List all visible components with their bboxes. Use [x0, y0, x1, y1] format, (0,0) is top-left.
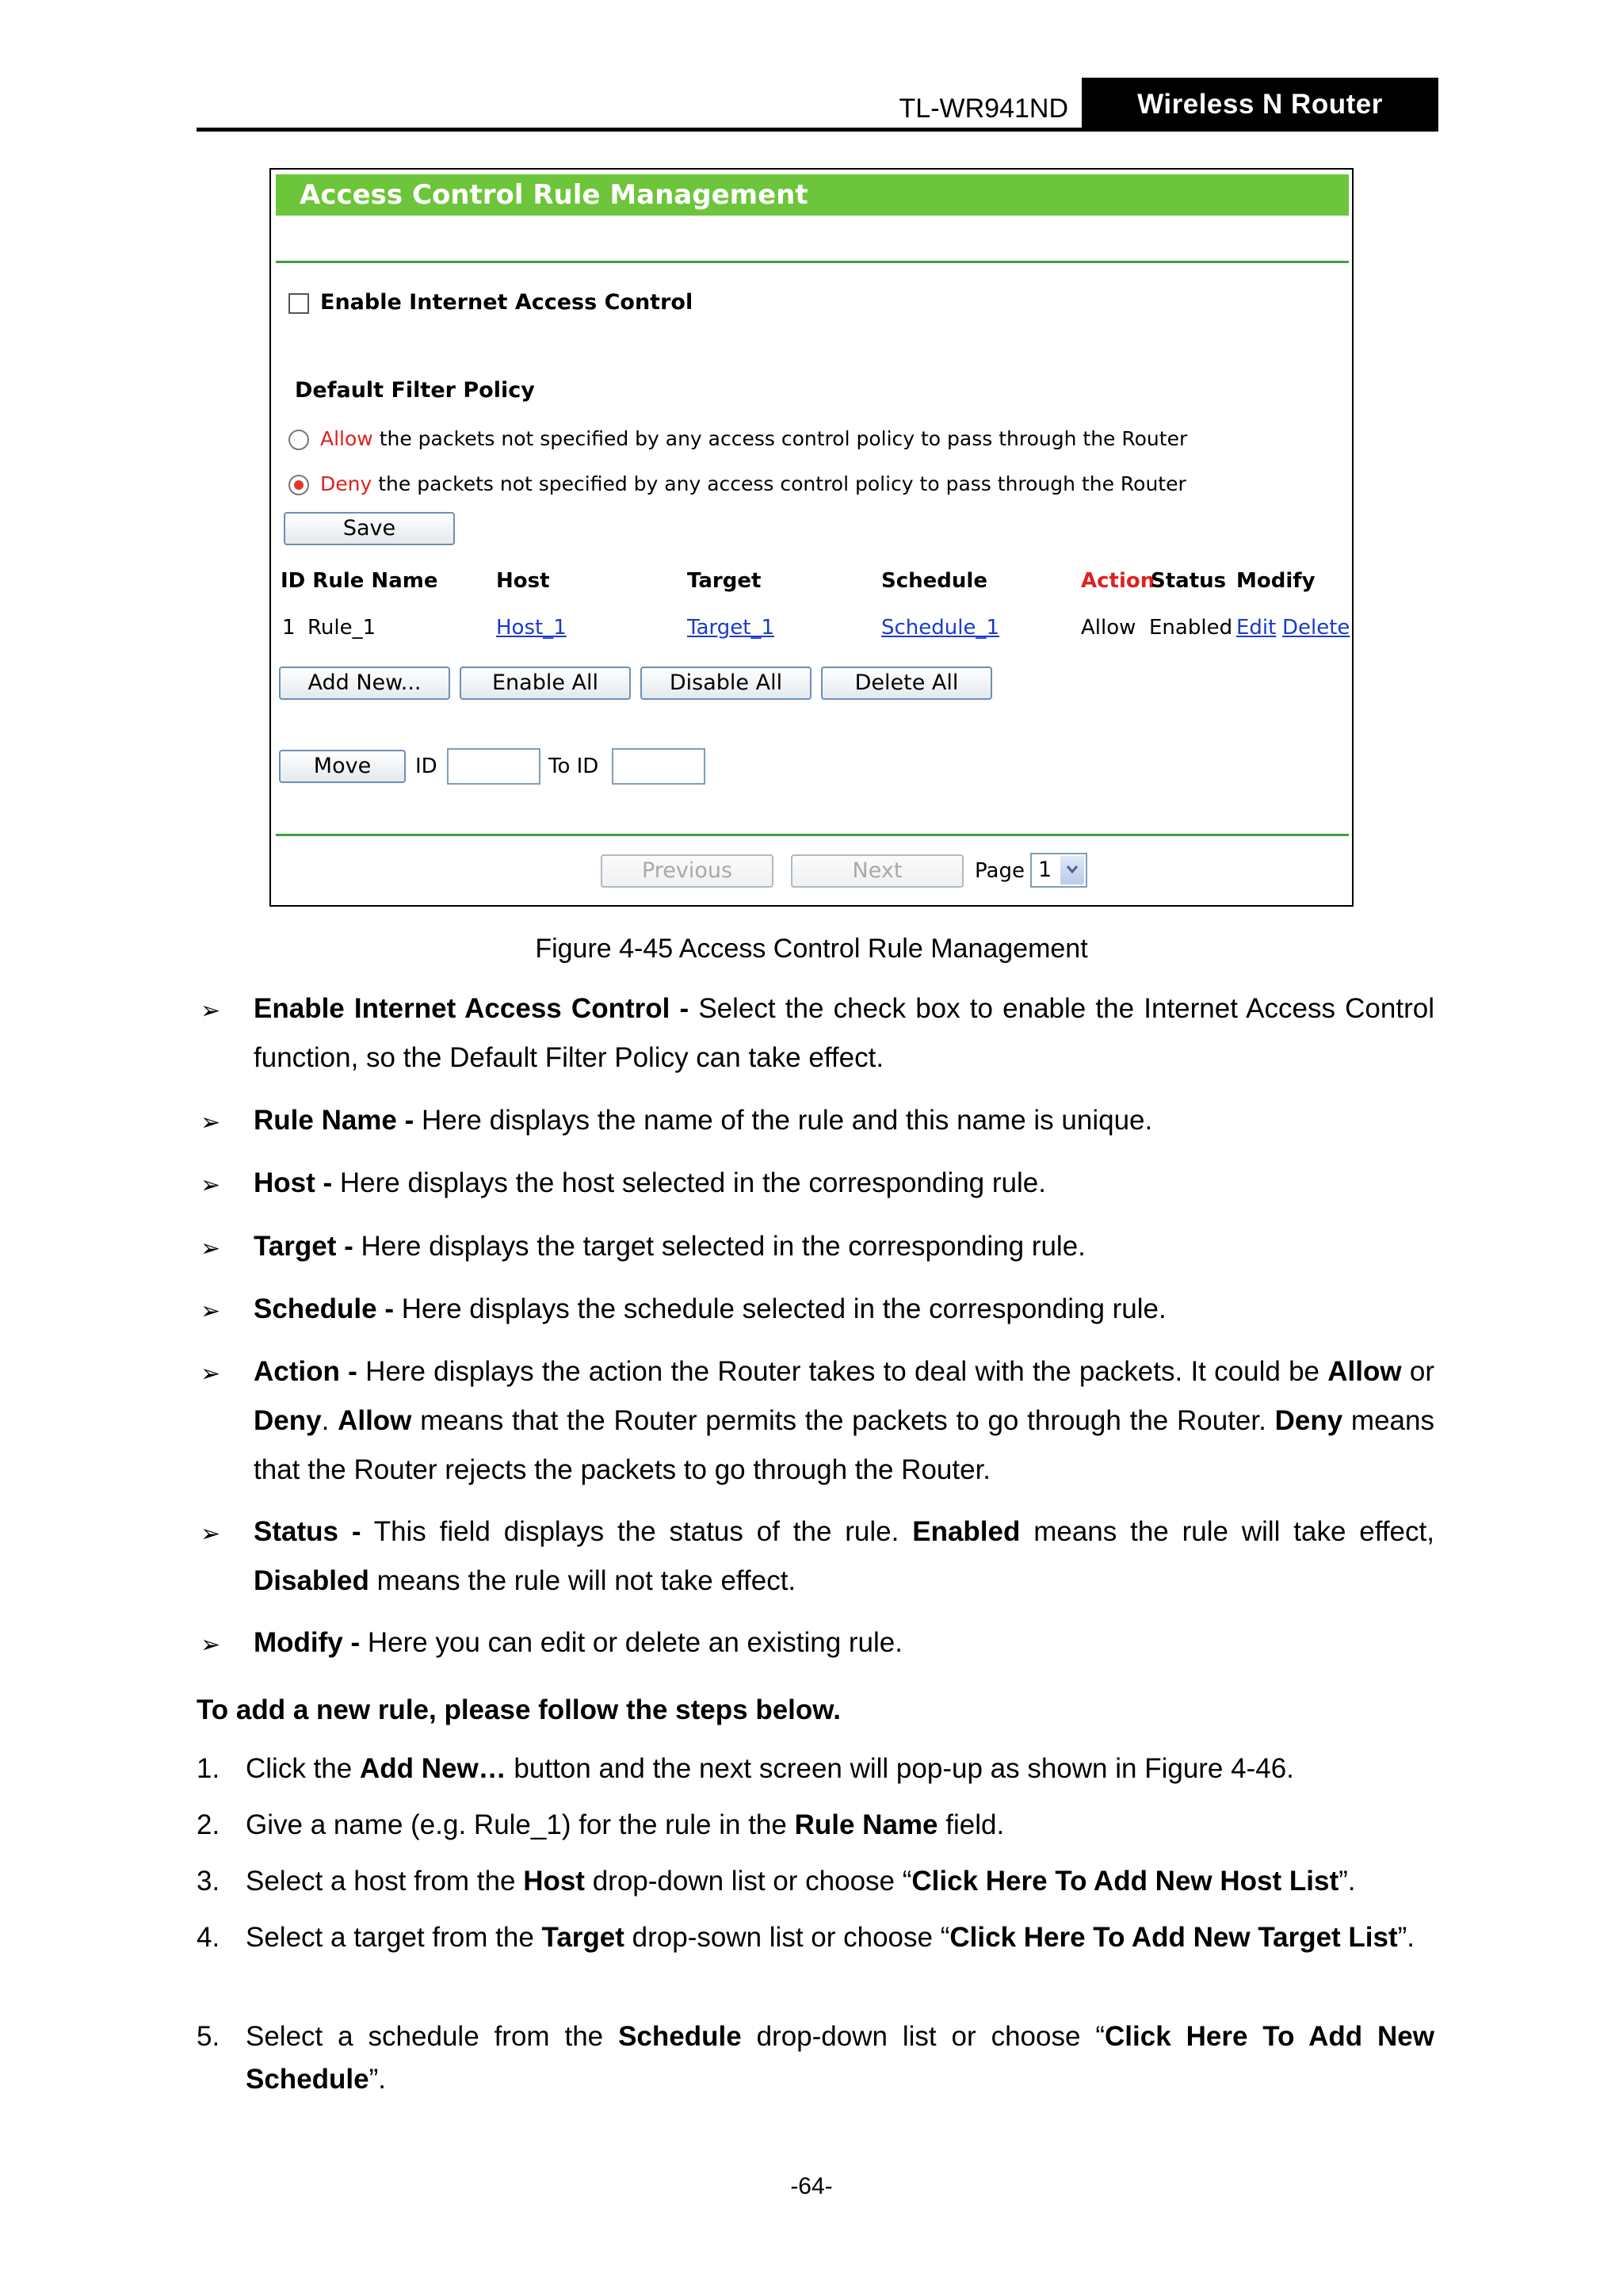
deny-word: Deny: [320, 472, 372, 495]
bullet-status: [254, 1507, 1434, 1606]
disable-all-button[interactable]: Disable All: [640, 667, 812, 700]
step-4-bold-1: Target: [541, 1922, 624, 1953]
step-5-text-1: Select a schedule from the: [246, 2021, 604, 2052]
row-schedule-link[interactable]: Schedule_1: [881, 616, 1000, 640]
col-action: Action: [1081, 569, 1155, 593]
term-action: Action -: [254, 1356, 357, 1387]
term-target: Target -: [254, 1231, 353, 1262]
bullet-schedule: [254, 1285, 1434, 1334]
deny-radio[interactable]: [288, 475, 309, 495]
step-1: [246, 1748, 1434, 1790]
page-select[interactable]: [1030, 853, 1087, 888]
row-status: Enabled: [1149, 616, 1233, 640]
term-host: Host -: [254, 1167, 333, 1198]
step-4-text-2: drop-sown list or choose “: [632, 1922, 950, 1953]
step-number: 4.: [197, 1922, 220, 1953]
action-deny-2: Deny: [1274, 1405, 1343, 1436]
desc-enable: Select the check box to enable the Internet Access Control function, so the Default Filter Policy can take effect.: [254, 993, 1434, 1073]
header-rule: [197, 128, 1438, 132]
panel-title: Access Control Rule Management: [276, 174, 1349, 216]
bullet-target: [254, 1222, 1434, 1271]
move-to-id-label: To ID: [548, 755, 599, 778]
step-4-text-1: Select a target from the: [246, 1922, 534, 1953]
action-allow: Allow: [1327, 1356, 1402, 1387]
status-enabled: Enabled: [912, 1516, 1021, 1547]
divider-bottom: [276, 834, 1349, 836]
row-action: Allow: [1081, 616, 1136, 640]
step-3: [246, 1860, 1434, 1903]
desc-rule-name: Here displays the name of the rule and this name is unique.: [422, 1105, 1153, 1136]
col-host: Host: [496, 569, 550, 593]
enable-access-control-label: Enable Internet Access Control: [320, 290, 693, 315]
desc-action-2: or: [1409, 1356, 1434, 1387]
step-3-text-1: Select a host from the: [246, 1866, 516, 1897]
move-id-label: ID: [415, 755, 437, 778]
access-control-screenshot: [269, 168, 1354, 907]
term-schedule: Schedule -: [254, 1293, 394, 1324]
bullet-arrow-icon: ➢: [200, 998, 221, 1024]
enable-access-control-checkbox[interactable]: [288, 293, 309, 314]
deny-option-text: [320, 472, 1186, 495]
step-3-bold-2: Click Here To Add New Host List: [911, 1866, 1339, 1897]
delete-all-button[interactable]: Delete All: [821, 667, 992, 700]
term-rule-name: Rule Name -: [254, 1105, 414, 1136]
steps-heading: To add a new rule, please follow the steps below.: [197, 1694, 841, 1725]
step-2: [246, 1804, 1434, 1847]
step-3-bold-1: Host: [523, 1866, 585, 1897]
chevron-down-icon: [1060, 856, 1084, 884]
term-enable: Enable Internet Access Control -: [254, 993, 689, 1024]
step-5: [246, 2015, 1434, 2101]
desc-action-3: .: [321, 1405, 330, 1436]
allow-word: Allow: [320, 427, 373, 450]
page-label: Page: [975, 859, 1025, 883]
step-5-bold-1: Schedule: [618, 2021, 742, 2052]
step-1-text-1: Click the: [246, 1753, 353, 1784]
step-3-text-2: drop-down list or choose “: [592, 1866, 912, 1897]
page-number: -64-: [790, 2173, 833, 2199]
status-disabled: Disabled: [254, 1565, 369, 1596]
bullet-arrow-icon: ➢: [200, 1236, 221, 1262]
step-2-text-1: Give a name (e.g. Rule_1) for the rule in the: [246, 1809, 787, 1840]
header-model: TL-WR941ND: [899, 94, 1068, 124]
bullet-arrow-icon: ➢: [200, 1632, 221, 1658]
next-button[interactable]: Next: [791, 854, 964, 888]
desc-schedule: Here displays the schedule selected in the corresponding rule.: [401, 1293, 1167, 1324]
step-3-text-3: ”.: [1338, 1866, 1356, 1897]
step-1-bold-1: Add New…: [359, 1753, 506, 1784]
step-4: [246, 1916, 1434, 1959]
allow-description: the packets not specified by any access control policy to pass through the Router: [379, 427, 1188, 450]
desc-status-1: This field displays the status of the rule.: [373, 1516, 899, 1547]
desc-action-1: Here displays the action the Router takes to deal with the packets. It could be: [365, 1356, 1320, 1387]
col-schedule: Schedule: [881, 569, 987, 593]
row-target-link[interactable]: Target_1: [687, 616, 774, 640]
bullet-arrow-icon: ➢: [200, 1361, 221, 1387]
step-4-text-3: ”.: [1397, 1922, 1415, 1953]
default-filter-policy-title: Default Filter Policy: [295, 378, 535, 403]
desc-action-4: means that the Router permits the packets to go through the Router.: [420, 1405, 1266, 1436]
save-button[interactable]: Save: [284, 512, 455, 545]
bullet-host: [254, 1159, 1434, 1208]
action-deny: Deny: [254, 1405, 322, 1436]
enable-all-button[interactable]: Enable All: [460, 667, 631, 700]
step-2-bold-1: Rule Name: [794, 1809, 938, 1840]
step-number: 2.: [197, 1809, 220, 1840]
row-rule-name: Rule_1: [307, 616, 376, 640]
col-modify: Modify: [1236, 569, 1316, 593]
bullet-arrow-icon: ➢: [200, 1298, 221, 1324]
step-number: 5.: [197, 2021, 220, 2052]
bullet-arrow-icon: ➢: [200, 1521, 221, 1547]
bullet-rule-name: [254, 1096, 1434, 1145]
header-product: Wireless N Router: [1082, 78, 1438, 132]
add-new-button[interactable]: Add New...: [279, 667, 450, 700]
row-delete-link[interactable]: Delete: [1282, 616, 1350, 640]
bullet-arrow-icon: ➢: [200, 1110, 221, 1136]
term-modify: Modify -: [254, 1627, 361, 1658]
move-id-input[interactable]: [447, 748, 540, 785]
previous-button[interactable]: Previous: [601, 854, 773, 888]
bullet-modify: [254, 1618, 1434, 1668]
row-edit-link[interactable]: Edit: [1236, 616, 1277, 640]
deny-description: the packets not specified by any access control policy to pass through the Router: [378, 472, 1186, 495]
figure-caption: Figure 4-45 Access Control Rule Management: [535, 934, 1088, 964]
move-button[interactable]: Move: [279, 750, 406, 783]
desc-target: Here displays the target selected in the corresponding rule.: [361, 1231, 1086, 1262]
step-1-text-2: button and the next screen will pop-up as shown in Figure 4-46.: [514, 1753, 1294, 1784]
row-host-link[interactable]: Host_1: [496, 616, 567, 640]
allow-option-text: [320, 427, 1187, 450]
bullet-arrow-icon: ➢: [200, 1172, 221, 1198]
col-status: Status: [1151, 569, 1227, 593]
desc-modify: Here you can edit or delete an existing rule.: [367, 1627, 903, 1658]
bullet-action: [254, 1347, 1434, 1495]
step-4-bold-2: Click Here To Add New Target List: [949, 1922, 1398, 1953]
bullet-enable: [254, 984, 1434, 1083]
col-id-rule-name: ID Rule Name: [281, 569, 438, 593]
step-number: 3.: [197, 1866, 220, 1897]
step-2-text-2: field.: [945, 1809, 1005, 1840]
desc-status-2: means the rule will take effect,: [1033, 1516, 1434, 1547]
desc-action-5: means that the Router rejects the packets to go through the Router.: [254, 1405, 1434, 1485]
page-select-value: 1: [1038, 858, 1052, 882]
step-5-text-3: ”.: [369, 2064, 386, 2095]
row-id: 1: [282, 616, 296, 640]
divider-top: [276, 261, 1349, 263]
action-allow-2: Allow: [338, 1405, 412, 1436]
step-5-text-2: drop-down list or choose “: [756, 2021, 1106, 2052]
allow-radio[interactable]: [288, 430, 309, 450]
desc-host: Here displays the host selected in the corresponding rule.: [339, 1167, 1046, 1198]
desc-status-3: means the rule will not take effect.: [376, 1565, 796, 1596]
move-to-id-input[interactable]: [612, 748, 705, 785]
step-number: 1.: [197, 1753, 220, 1784]
step-5-bold-2: Click Here To Add New Schedule: [246, 2021, 1434, 2095]
term-status: Status -: [254, 1516, 361, 1547]
col-target: Target: [687, 569, 762, 593]
